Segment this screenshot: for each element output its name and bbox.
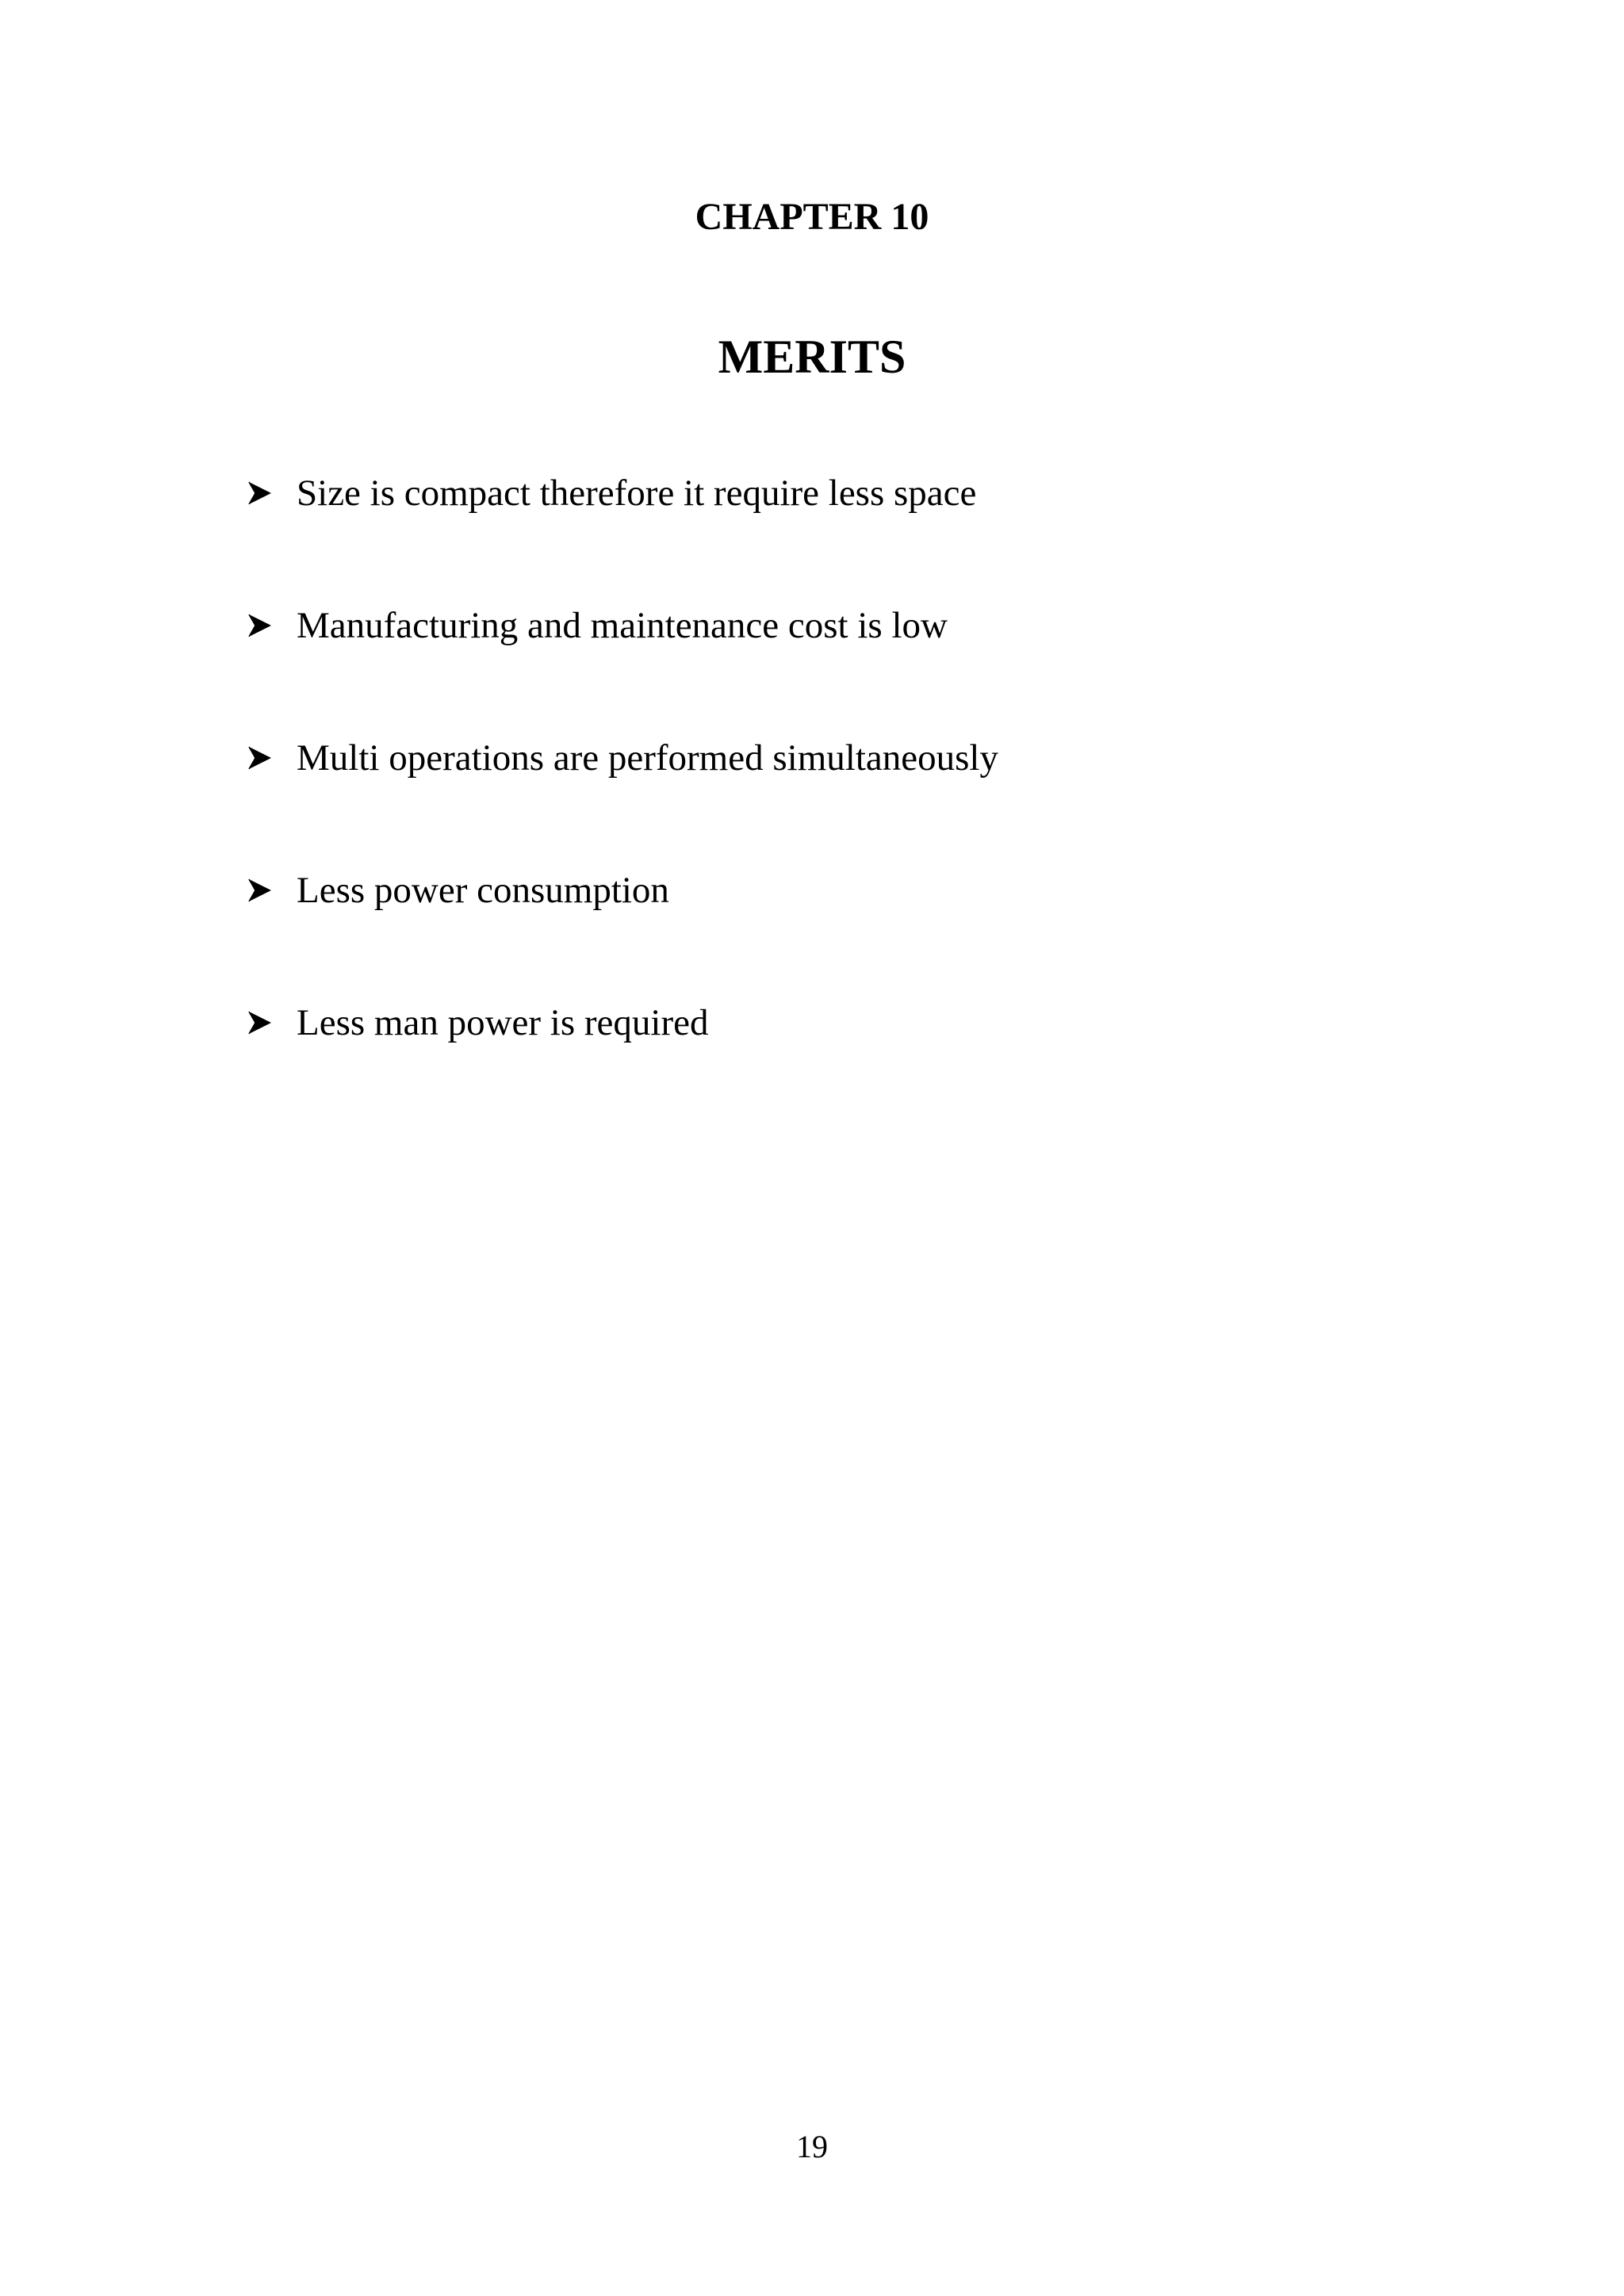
list-item: [246, 600, 998, 651]
list-item: [246, 865, 998, 916]
merits-list: [246, 468, 998, 1130]
merit-text: Less power consumption: [297, 870, 669, 911]
page-number: 19: [796, 2129, 828, 2164]
list-item: [246, 468, 998, 519]
merit-text: Multi operations are performed simultaneously: [297, 737, 998, 779]
merit-text: Size is compact therefore it require less space: [297, 473, 977, 514]
chapter-heading: CHAPTER 10: [695, 196, 929, 238]
arrowhead-bullet-icon: [246, 611, 274, 640]
merit-text: Less man power is required: [297, 1002, 709, 1043]
arrowhead-bullet-icon: [246, 744, 274, 772]
section-title: MERITS: [718, 331, 906, 383]
arrowhead-bullet-icon: [246, 1008, 274, 1037]
arrowhead-bullet-icon: [246, 479, 274, 507]
list-item: [246, 733, 998, 783]
list-item: [246, 997, 998, 1048]
arrowhead-bullet-icon: [246, 876, 274, 905]
merit-text: Manufacturing and maintenance cost is low: [297, 605, 948, 646]
